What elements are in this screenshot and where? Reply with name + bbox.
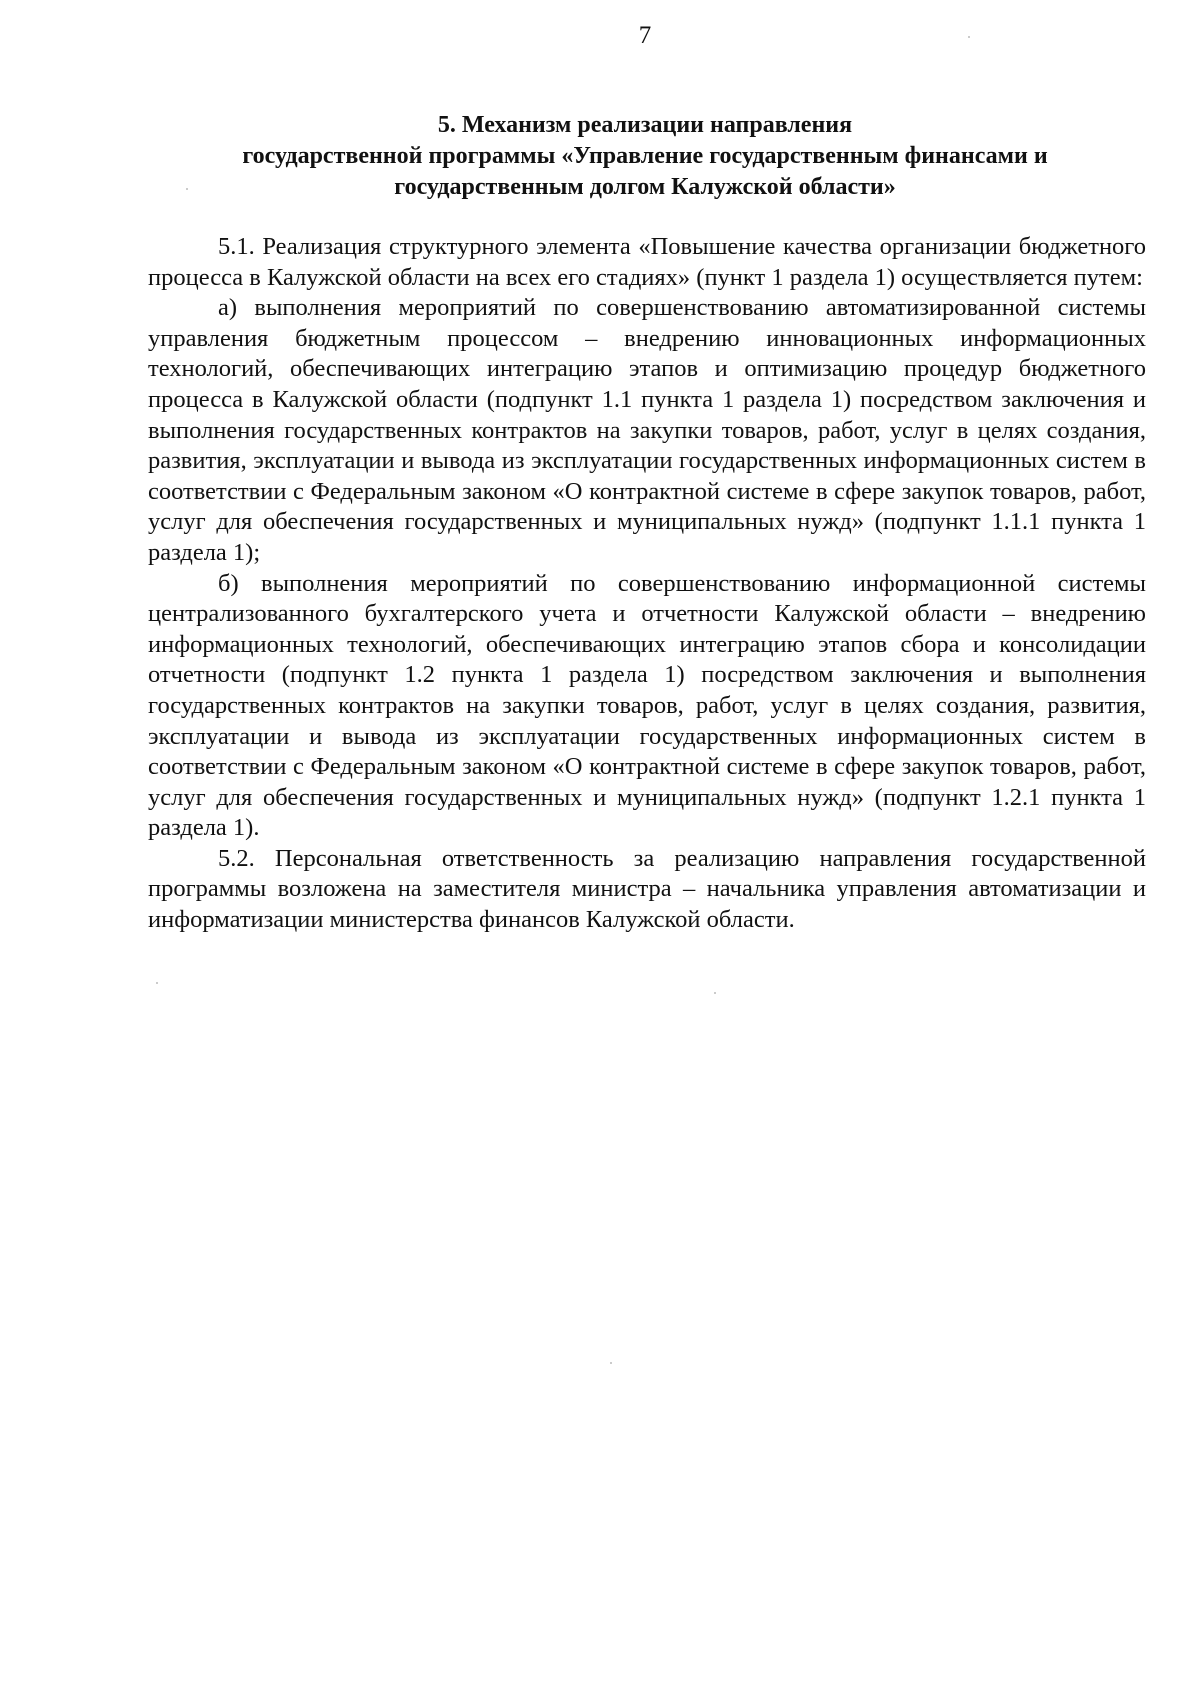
section-body <box>148 232 1146 936</box>
section-heading <box>140 110 1150 203</box>
section-heading-line-1: 5. Механизм реализации направления <box>437 112 853 138</box>
scan-speck <box>610 1362 612 1364</box>
paragraph-5-1-b: б) выполнения мероприятий по совершенствованию информационной системы централизованного бухгалтерского учета и отчетности Калужской области – внедрению информационных технологий, обеспечивающих интеграцию этапов сбора и консолидации отчетности (подпункт 1.2 пункта 1 раздела 1) посредством заключения и выполнения государственных контрактов на закупки товаров, работ, услуг в целях создания, развития, эксплуатации и вывода из эксплуатации государственных информационных систем в соответствии с Федеральным законом «О контрактной системе в сфере закупок товаров, работ, услуг для обеспечения государственных и муниципальных нужд» (подпункт 1.2.1 пункта 1 раздела 1). <box>148 569 1146 842</box>
scan-speck <box>968 36 970 38</box>
page-number: 7 <box>638 22 652 49</box>
section-heading-line-3: государственным долгом Калужской области» <box>394 174 896 200</box>
paragraph-5-2: 5.2. Персональная ответственность за реализацию направления государственной программы возложена на заместителя министра – начальника управления автоматизации и информатизации министерства финансов Калужской области. <box>148 844 1146 934</box>
section-heading-line-2: государственной программы «Управление государственным финансами и <box>242 143 1048 169</box>
scan-speck <box>186 188 188 190</box>
paragraph-5-1: 5.1. Реализация структурного элемента «Повышение качества организации бюджетного процесса в Калужской области на всех его стадиях» (пункт 1 раздела 1) осуществляется путем: <box>148 233 1146 291</box>
scan-speck <box>714 992 716 994</box>
paragraph-5-1-a: а) выполнения мероприятий по совершенствованию автоматизированной системы управления бюджетным процессом – внедрению инновационных информационных технологий, обеспечивающих интеграцию этапов и оптимизацию процедур бюджетного процесса в Калужской области (подпункт 1.1 пункта 1 раздела 1) посредством заключения и выполнения государственных контрактов на закупки товаров, работ, услуг в целях создания, развития, эксплуатации и вывода из эксплуатации государственных информационных систем в соответствии с Федеральным законом «О контрактной системе в сфере закупок товаров, работ, услуг для обеспечения государственных и муниципальных нужд» (подпункт 1.1.1 пункта 1 раздела 1); <box>148 294 1146 566</box>
scan-speck <box>156 982 158 984</box>
